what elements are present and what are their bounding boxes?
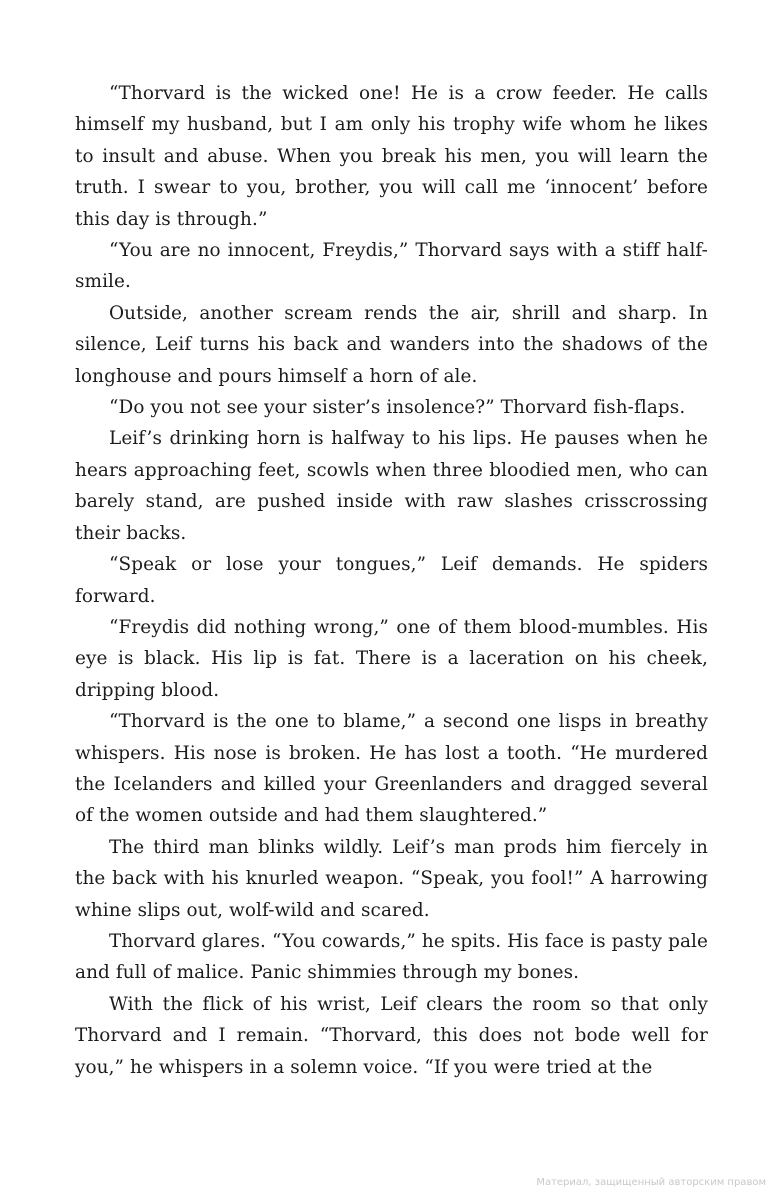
book-page-text	[75, 78, 708, 1083]
copyright-watermark: Материал, защищенный авторским правом	[536, 1177, 766, 1188]
paragraph: “Thorvard is the one to blame,” a second one lisps in breathy whispers. His nose is broken. He has lost a tooth. “He murdered the Icelanders and killed your Greenlanders and dragged several of the women outside and had them slaughtered.”	[75, 711, 708, 827]
paragraph: Outside, another scream rends the air, shrill and sharp. In silence, Leif turns his back and wanders into the shadows of the longhouse and pours himself a horn of ale.	[75, 302, 708, 387]
paragraph: Thorvard glares. “You cowards,” he spits. His face is pasty pale and full of malice. Panic shimmies through my bones.	[75, 930, 708, 984]
paragraph: “Speak or lose your tongues,” Leif demands. He spiders forward.	[75, 554, 708, 607]
paragraph: “Thorvard is the wicked one! He is a crow feeder. He calls himself my husband, but I am only his trophy wife whom he likes to insult and abuse. When you break his men, you will learn the truth. I swear to you, brother, you will call me ‘innocent’ before this day is through.”	[75, 83, 708, 230]
paragraph: “Freydis did nothing wrong,” one of them blood-mumbles. His eye is black. His lip is fat. There is a laceration on his cheek, dripping blood.	[75, 616, 708, 701]
paragraph: The third man blinks wildly. Leif’s man prods him fiercely in the back with his knurled weapon. “Speak, you fool!” A harrowing whine slips out, wolf-wild and scared.	[75, 836, 708, 921]
paragraph: Leif’s drinking horn is halfway to his lips. He pauses when he hears approaching feet, scowls when three bloodied men, who can barely stand, are pushed inside with raw slashes crisscrossing their backs.	[75, 428, 708, 544]
paragraph: “Do you not see your sister’s insolence?” Thorvard fish-flaps.	[109, 397, 686, 419]
paragraph: With the flick of his wrist, Leif clears the room so that only Thorvard and I remain. “Thorvard, this does not bode well for you,” he whispers in a solemn voice. “If you were tried at the	[75, 993, 708, 1078]
paragraph: “You are no innocent, Freydis,” Thorvard says with a stiff half-smile.	[75, 240, 708, 293]
